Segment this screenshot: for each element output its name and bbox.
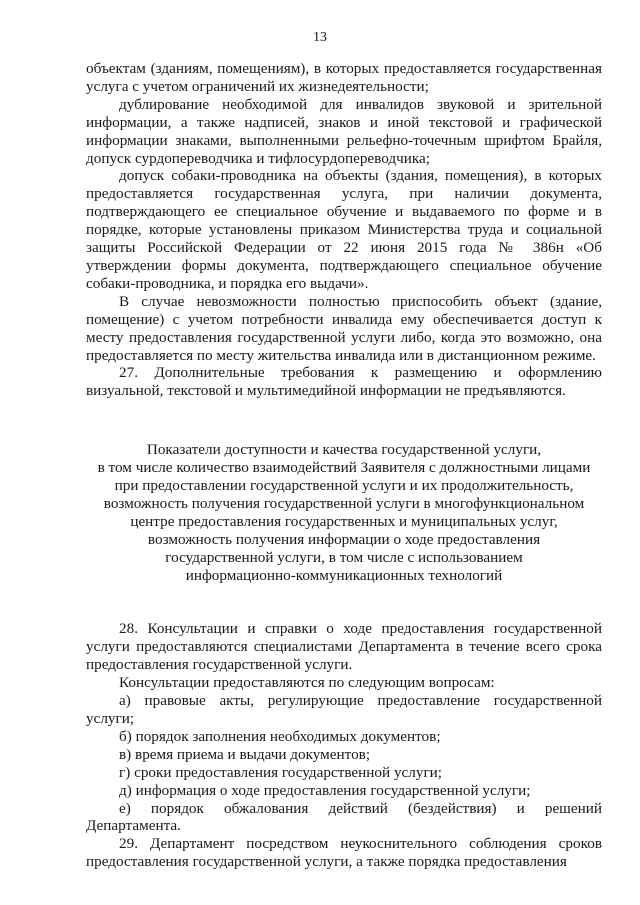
heading-line: возможность получения информации о ходе предоставления xyxy=(147,530,541,548)
document-body xyxy=(86,60,602,871)
list-item: а) правовые акты, регулирующие предоставление государственной услуги; xyxy=(86,692,602,727)
paragraph: допуск собаки-проводника на объекты (здания, помещения), в которых предоставляется государственная услуга, при наличии документа, подтверждающего ее специальное обучение и выдаваемого по форме и в порядке, которые установлены приказом Министерства труда и социальной защиты Российской Федерации от 22 июня 2015 года № 386н «Об утверждении формы документа, подтверждающего специальное обучение собаки-проводника, и порядка его выдачи». xyxy=(86,167,602,292)
paragraph: объектам (зданиям, помещениям), в которых предоставляется государственная услуга с учетом ограничений их жизнедеятельности; xyxy=(86,60,602,95)
list-item: б) порядок заполнения необходимых документов; xyxy=(119,727,441,745)
heading-line: центре предоставления государственных и муниципальных услуг, xyxy=(130,512,558,530)
heading-line: возможность получения государственной услуги в многофункциональном xyxy=(103,494,585,512)
list-item: в) время приема и выдачи документов; xyxy=(119,745,371,763)
heading-line: государственной услуги, в том числе с использованием xyxy=(165,548,523,566)
list-item: е) порядок обжалования действий (бездействия) и решений Департамента. xyxy=(86,799,602,835)
heading-line: информационно-коммуникационных технологий xyxy=(185,566,503,584)
paragraphs-top xyxy=(86,60,602,400)
list-item: г) сроки предоставления государственной услуги; xyxy=(119,763,443,781)
heading-line: Показатели доступности и качества государственной услуги, xyxy=(146,441,542,459)
list-item: д) информация о ходе предоставления государственной услуги; xyxy=(119,781,531,799)
heading-line: при предоставлении государственной услуги и их продолжительность, xyxy=(114,477,574,495)
paragraph: Консультации предоставляются по следующим вопросам: xyxy=(119,674,495,692)
paragraphs-bottom xyxy=(86,620,602,871)
paragraph: 27. Дополнительные требования к размещению и оформлению визуальной, текстовой и мультимедийной информации не предъявляются. xyxy=(86,364,602,400)
paragraph: В случае невозможности полностью приспособить объект (здание, помещение) с учетом потребности инвалида ему обеспечивается доступ к месту предоставления государственной услуги либо, когда это возможно, она предоставляется по месту жительства инвалида или в дистанционном режиме. xyxy=(86,292,602,364)
heading-line: в том числе количество взаимодействий Заявителя с должностными лицами xyxy=(97,459,591,477)
paragraph: 28. Консультации и справки о ходе предоставления государственной услуги предоставляются специалистами Департамента в течение всего срока предоставления государственной услуги. xyxy=(86,620,602,674)
section-heading xyxy=(86,441,602,584)
paragraph: 29. Департамент посредством неукоснительного соблюдения сроков предоставления государственной услуги, а также порядка предоставления xyxy=(86,835,602,871)
page-number: 13 xyxy=(313,30,327,45)
paragraph: дублирование необходимой для инвалидов звуковой и зрительной информации, а также надписей, знаков и иной текстовой и графической информации знаками, выполненными рельефно-точечным шрифтом Брайля, допуск сурдопереводчика и тифлосурдопереводчика; xyxy=(86,95,602,167)
